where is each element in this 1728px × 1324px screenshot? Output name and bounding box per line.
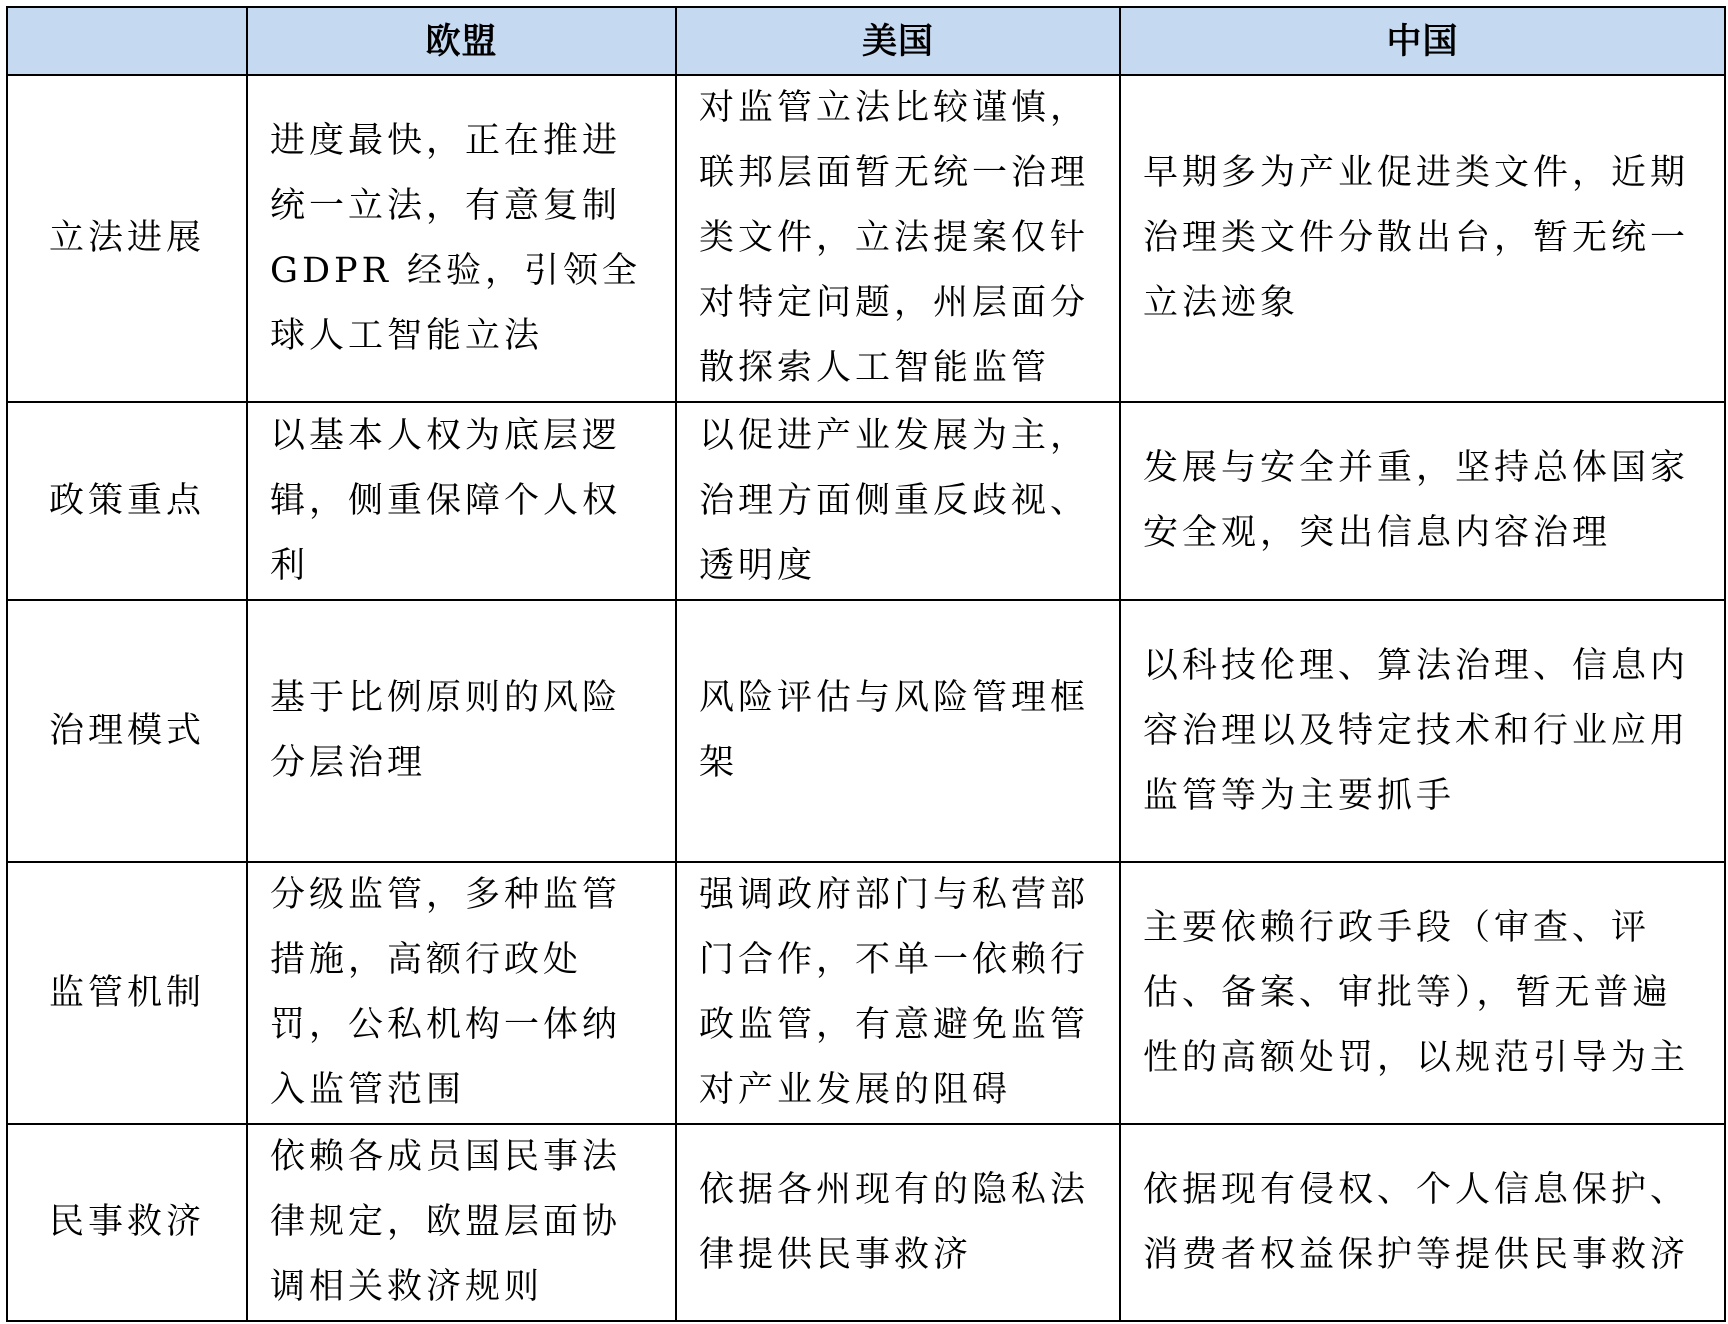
header-empty-cell xyxy=(7,7,247,75)
cell-eu: 依赖各成员国民事法律规定，欧盟层面协调相关救济规则 xyxy=(247,1124,676,1321)
header-eu: 欧盟 xyxy=(247,7,676,75)
cell-us: 强调政府部门与私营部门合作，不单一依赖行政监管，有意避免监管对产业发展的阻碍 xyxy=(676,862,1120,1124)
row-label: 民事救济 xyxy=(7,1124,247,1321)
cell-eu: 分级监管，多种监管措施，高额行政处罚，公私机构一体纳入监管范围 xyxy=(247,862,676,1124)
row-label: 治理模式 xyxy=(7,600,247,862)
header-us: 美国 xyxy=(676,7,1120,75)
cell-eu: 以基本人权为底层逻辑，侧重保障个人权利 xyxy=(247,402,676,600)
cell-cn: 主要依赖行政手段（审查、评估、备案、审批等），暂无普遍性的高额处罚，以规范引导为主 xyxy=(1120,862,1725,1124)
row-label: 监管机制 xyxy=(7,862,247,1124)
cell-cn: 依据现有侵权、个人信息保护、消费者权益保护等提供民事救济 xyxy=(1120,1124,1725,1321)
table-row xyxy=(7,402,1725,600)
cell-us: 以促进产业发展为主，治理方面侧重反歧视、透明度 xyxy=(676,402,1120,600)
table-row xyxy=(7,1124,1725,1321)
table-row xyxy=(7,862,1725,1124)
cell-us: 依据各州现有的隐私法律提供民事救济 xyxy=(676,1124,1120,1321)
table-row xyxy=(7,75,1725,402)
table-row xyxy=(7,600,1725,862)
cell-us: 对监管立法比较谨慎，联邦层面暂无统一治理类文件，立法提案仅针对特定问题，州层面分散探索人工智能监管 xyxy=(676,75,1120,402)
row-label: 政策重点 xyxy=(7,402,247,600)
cell-us: 风险评估与风险管理框架 xyxy=(676,600,1120,862)
cell-eu: 基于比例原则的风险分层治理 xyxy=(247,600,676,862)
header-cn: 中国 xyxy=(1120,7,1725,75)
cell-cn: 早期多为产业促进类文件，近期治理类文件分散出台，暂无统一立法迹象 xyxy=(1120,75,1725,402)
row-label: 立法进展 xyxy=(7,75,247,402)
cell-eu: 进度最快，正在推进统一立法，有意复制 GDPR 经验，引领全球人工智能立法 xyxy=(247,75,676,402)
header-row xyxy=(7,7,1725,75)
comparison-table xyxy=(6,6,1726,1322)
cell-cn: 发展与安全并重，坚持总体国家安全观，突出信息内容治理 xyxy=(1120,402,1725,600)
cell-cn: 以科技伦理、算法治理、信息内容治理以及特定技术和行业应用监管等为主要抓手 xyxy=(1120,600,1725,862)
